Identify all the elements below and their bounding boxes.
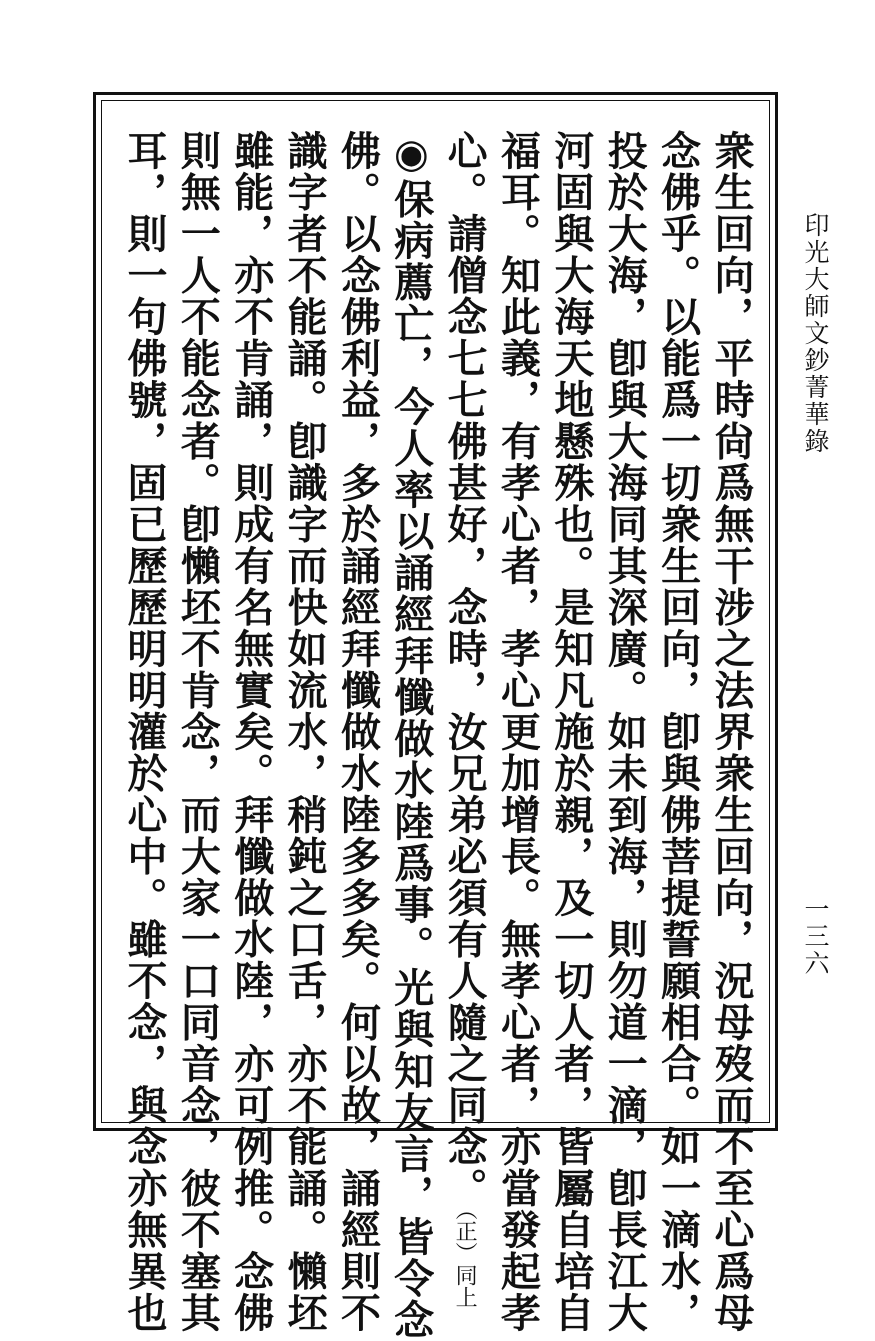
book-title: 印光大師文鈔菁華錄 [801,212,830,455]
text-column: 雖能，亦不肯誦，則成有名無實矣。拜懺做水陸，亦可例推。念佛 [227,130,275,1334]
text-column: 衆生回向，平時尙爲無干涉之法界衆生回向，況母歿而不至心爲母 [707,130,755,1334]
text-column: 則無一人不能念者。卽懶坯不肯念，而大家一口同音念，彼不塞其 [174,130,222,1334]
text-column: 耳，則一句佛號，固已歷歷明明灌於心中。雖不念，與念亦無異也 [121,130,168,1334]
text-body [110,130,765,1341]
text-column: 佛。以念佛利益，多於誦經拜懺做水陸多多矣。何以故，誦經則不 [334,130,382,1334]
text-column: ◉保病薦亡，今人率以誦經拜懺做水陸爲事。光與知友言，皆令念 [387,130,435,1341]
text-column-main: 心。請僧念七七佛甚好，念時，汝兄弟必須有人隨之同念。 [441,130,489,1209]
text-column: 投於大海，卽與大海同其深廣。如未到海，則勿道一滴，卽長江大 [601,130,649,1334]
text-column [438,130,490,1308]
text-column: 河固與大海天地懸殊也。是知凡施於親，及一切人者，皆屬自培自 [547,130,595,1334]
text-column: 念佛乎。以能爲一切衆生回向，卽與佛菩提誓願相合。如一滴水， [654,130,702,1334]
source-note: （正）同上 [452,1209,478,1308]
page-number: 一三六 [801,896,830,977]
text-column: 福耳。知此義，有孝心者，孝心更加增長。無孝心者，亦當發起孝 [494,130,542,1334]
text-column: 識字者不能誦。卽識字而快如流水，稍鈍之口舌，亦不能誦。懶坯 [281,130,329,1334]
